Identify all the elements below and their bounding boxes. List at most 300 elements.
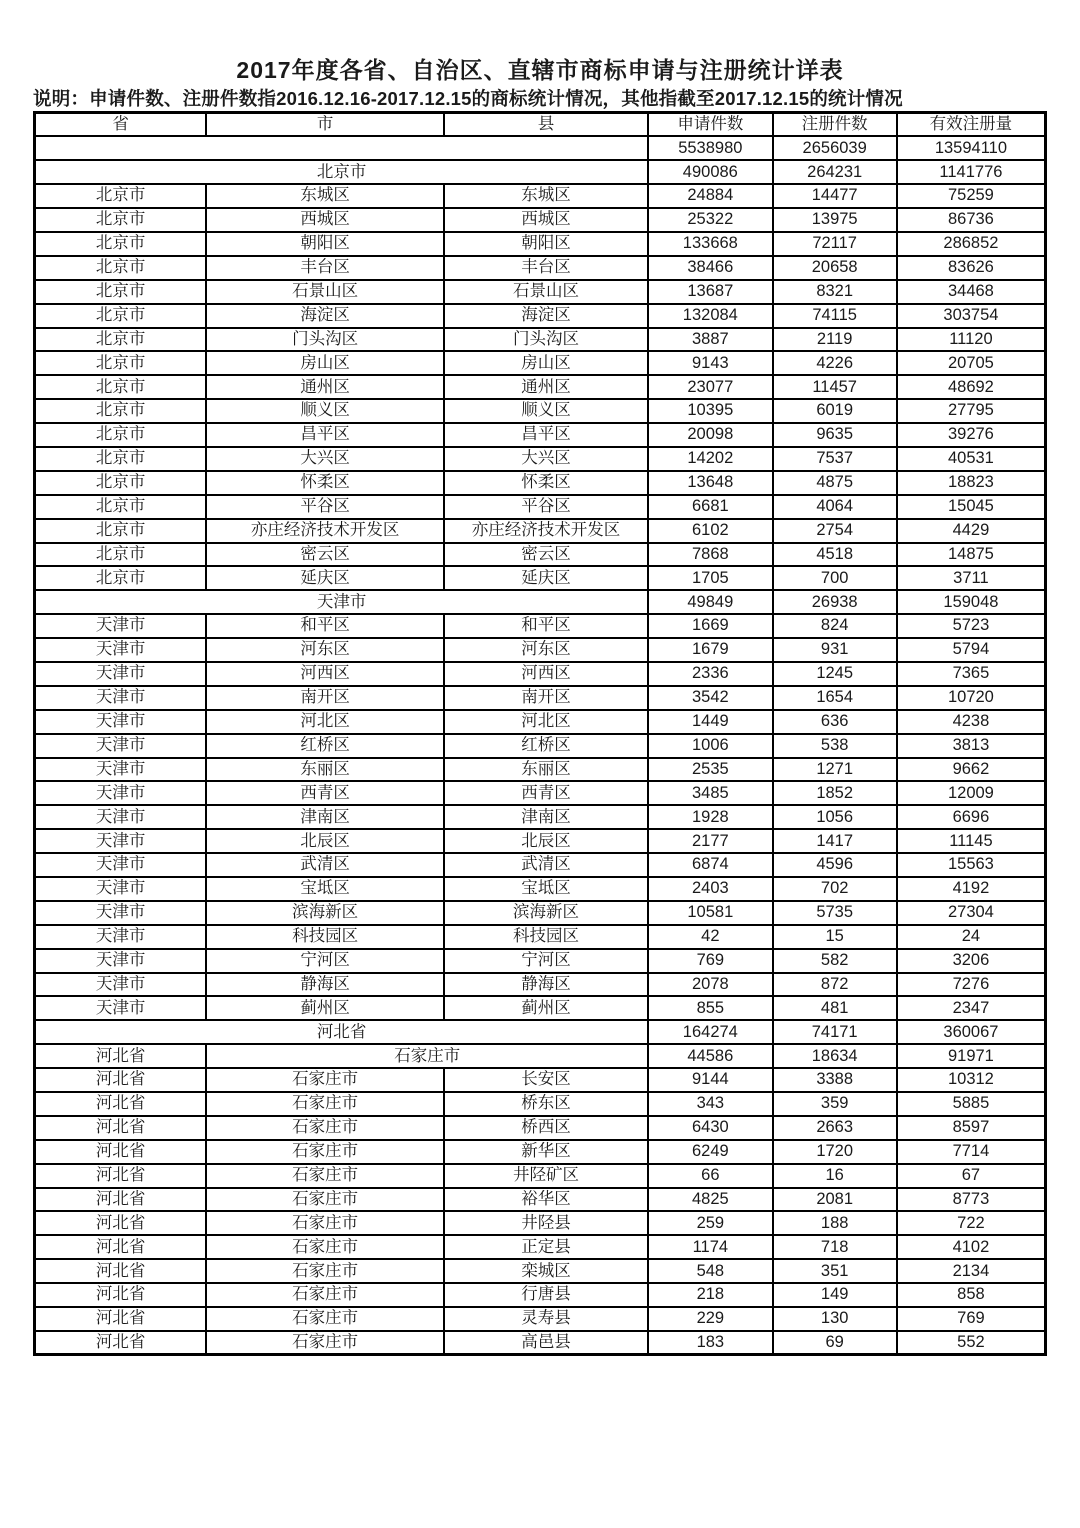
table-row	[35, 686, 1046, 710]
table-note: 说明：申请件数、注册件数指2016.12.16-2017.12.15的商标统计情况，其他指截至2017.12.15的统计情况	[33, 88, 903, 109]
cell-valid-registrations: 2134	[897, 1259, 1046, 1283]
cell-valid-registrations: 858	[897, 1283, 1046, 1307]
cell-city: 密云区	[206, 543, 444, 567]
cell-city-merged: 石家庄市	[206, 1044, 648, 1068]
cell-valid-registrations: 4429	[897, 519, 1046, 543]
cell-county: 正定县	[444, 1235, 648, 1259]
cell-city: 东城区	[206, 184, 444, 208]
table-row	[35, 996, 1046, 1020]
cell-province: 北京市	[35, 447, 207, 471]
cell-county: 长安区	[444, 1068, 648, 1092]
cell-province: 北京市	[35, 232, 207, 256]
cell-applications: 3485	[648, 781, 772, 805]
cell-registrations: 359	[773, 1092, 897, 1116]
cell-city: 丰台区	[206, 256, 444, 280]
cell-registrations: 4596	[773, 853, 897, 877]
cell-applications: 6681	[648, 495, 772, 519]
cell-city: 石家庄市	[206, 1331, 444, 1355]
table-row	[35, 495, 1046, 519]
cell-valid-registrations: 8597	[897, 1116, 1046, 1140]
cell-province: 河北省	[35, 1235, 207, 1259]
cell-valid-registrations: 286852	[897, 232, 1046, 256]
cell-registrations: 824	[773, 614, 897, 638]
cell-county: 平谷区	[444, 495, 648, 519]
table-row	[35, 973, 1046, 997]
cell-valid-registrations: 7714	[897, 1140, 1046, 1164]
cell-province: 北京市	[35, 256, 207, 280]
table-row	[35, 1211, 1046, 1235]
page-title: 2017年度各省、自治区、直辖市商标申请与注册统计详表	[236, 57, 844, 83]
cell-city: 石家庄市	[206, 1140, 444, 1164]
cell-valid-registrations: 6696	[897, 805, 1046, 829]
cell-county: 红桥区	[444, 734, 648, 758]
cell-province: 天津市	[35, 710, 207, 734]
table-row	[35, 1188, 1046, 1212]
cell-city: 津南区	[206, 805, 444, 829]
cell-province: 河北省	[35, 1164, 207, 1188]
cell-province: 北京市	[35, 495, 207, 519]
cell-province: 天津市	[35, 925, 207, 949]
cell-county: 蓟州区	[444, 996, 648, 1020]
cell-county: 西城区	[444, 208, 648, 232]
table-row	[35, 758, 1046, 782]
cell-valid-registrations: 27795	[897, 399, 1046, 423]
cell-applications: 6430	[648, 1116, 772, 1140]
table-row	[35, 710, 1046, 734]
cell-city: 科技园区	[206, 925, 444, 949]
table-row	[35, 519, 1046, 543]
cell-valid-registrations: 3711	[897, 566, 1046, 590]
cell-valid-registrations: 34468	[897, 280, 1046, 304]
cell-city: 滨海新区	[206, 901, 444, 925]
cell-registrations: 74171	[773, 1020, 897, 1044]
cell-applications: 133668	[648, 232, 772, 256]
cell-registrations: 5735	[773, 901, 897, 925]
cell-valid-registrations: 722	[897, 1211, 1046, 1235]
cell-province: 河北省	[35, 1140, 207, 1164]
cell-county: 滨海新区	[444, 901, 648, 925]
cell-county: 大兴区	[444, 447, 648, 471]
cell-applications: 23077	[648, 375, 772, 399]
cell-registrations: 2656039	[773, 136, 897, 160]
table-row	[35, 1020, 1046, 1044]
cell-county: 宁河区	[444, 949, 648, 973]
cell-province: 北京市	[35, 375, 207, 399]
table-row	[35, 877, 1046, 901]
cell-province: 天津市	[35, 853, 207, 877]
cell-county: 昌平区	[444, 423, 648, 447]
cell-applications: 38466	[648, 256, 772, 280]
cell-city: 延庆区	[206, 566, 444, 590]
cell-applications: 218	[648, 1283, 772, 1307]
cell-region-merged: 北京市	[35, 160, 649, 184]
cell-city: 大兴区	[206, 447, 444, 471]
cell-valid-registrations: 3206	[897, 949, 1046, 973]
cell-province: 河北省	[35, 1092, 207, 1116]
cell-valid-registrations: 5885	[897, 1092, 1046, 1116]
cell-valid-registrations: 11145	[897, 829, 1046, 853]
cell-applications: 24884	[648, 184, 772, 208]
table-row	[35, 328, 1046, 352]
cell-city: 昌平区	[206, 423, 444, 447]
table-row	[35, 638, 1046, 662]
cell-registrations: 702	[773, 877, 897, 901]
header-province: 省	[35, 113, 207, 137]
cell-applications: 1928	[648, 805, 772, 829]
cell-city: 静海区	[206, 973, 444, 997]
cell-city: 北辰区	[206, 829, 444, 853]
cell-registrations: 264231	[773, 160, 897, 184]
cell-county: 丰台区	[444, 256, 648, 280]
table-row	[35, 1164, 1046, 1188]
cell-applications: 490086	[648, 160, 772, 184]
header-city: 市	[206, 113, 444, 137]
cell-valid-registrations: 18823	[897, 471, 1046, 495]
cell-city: 怀柔区	[206, 471, 444, 495]
cell-county: 延庆区	[444, 566, 648, 590]
cell-city: 河西区	[206, 662, 444, 686]
table-row	[35, 160, 1046, 184]
cell-city: 西青区	[206, 781, 444, 805]
cell-valid-registrations: 10720	[897, 686, 1046, 710]
cell-registrations: 1271	[773, 758, 897, 782]
cell-valid-registrations: 552	[897, 1331, 1046, 1355]
cell-province: 北京市	[35, 519, 207, 543]
cell-valid-registrations: 15045	[897, 495, 1046, 519]
cell-valid-registrations: 159048	[897, 590, 1046, 614]
table-row	[35, 1331, 1046, 1355]
table-row	[35, 447, 1046, 471]
cell-registrations: 582	[773, 949, 897, 973]
cell-county: 静海区	[444, 973, 648, 997]
cell-registrations: 2119	[773, 328, 897, 352]
cell-registrations: 9635	[773, 423, 897, 447]
cell-applications: 769	[648, 949, 772, 973]
cell-city: 门头沟区	[206, 328, 444, 352]
table-row	[35, 1044, 1046, 1068]
cell-city: 亦庄经济技术开发区	[206, 519, 444, 543]
table-body	[35, 136, 1046, 1354]
table-row	[35, 1092, 1046, 1116]
cell-province: 北京市	[35, 423, 207, 447]
cell-province: 北京市	[35, 543, 207, 567]
cell-county: 河东区	[444, 638, 648, 662]
cell-province: 河北省	[35, 1116, 207, 1140]
cell-county: 桥西区	[444, 1116, 648, 1140]
cell-county: 河北区	[444, 710, 648, 734]
cell-county: 海淀区	[444, 304, 648, 328]
cell-registrations: 72117	[773, 232, 897, 256]
cell-registrations: 11457	[773, 375, 897, 399]
table-row	[35, 949, 1046, 973]
cell-registrations: 69	[773, 1331, 897, 1355]
cell-registrations: 1417	[773, 829, 897, 853]
cell-province: 天津市	[35, 901, 207, 925]
cell-valid-registrations: 7276	[897, 973, 1046, 997]
cell-valid-registrations: 5723	[897, 614, 1046, 638]
cell-registrations: 8321	[773, 280, 897, 304]
cell-registrations: 1720	[773, 1140, 897, 1164]
cell-county: 西青区	[444, 781, 648, 805]
cell-registrations: 130	[773, 1307, 897, 1331]
table-row	[35, 590, 1046, 614]
cell-province: 北京市	[35, 184, 207, 208]
cell-county: 井陉矿区	[444, 1164, 648, 1188]
cell-applications: 2336	[648, 662, 772, 686]
table-row	[35, 781, 1046, 805]
cell-valid-registrations: 20705	[897, 351, 1046, 375]
cell-province: 天津市	[35, 973, 207, 997]
table-row	[35, 1307, 1046, 1331]
cell-city: 石景山区	[206, 280, 444, 304]
table-row	[35, 232, 1046, 256]
cell-region-merged: 天津市	[35, 590, 649, 614]
cell-applications: 132084	[648, 304, 772, 328]
cell-city: 石家庄市	[206, 1307, 444, 1331]
cell-valid-registrations: 48692	[897, 375, 1046, 399]
cell-applications: 1449	[648, 710, 772, 734]
cell-valid-registrations: 8773	[897, 1188, 1046, 1212]
cell-county: 房山区	[444, 351, 648, 375]
cell-registrations: 4875	[773, 471, 897, 495]
cell-valid-registrations: 4238	[897, 710, 1046, 734]
cell-applications: 2177	[648, 829, 772, 853]
cell-county: 科技园区	[444, 925, 648, 949]
cell-valid-registrations: 14875	[897, 543, 1046, 567]
cell-city: 蓟州区	[206, 996, 444, 1020]
cell-applications: 20098	[648, 423, 772, 447]
cell-applications: 3887	[648, 328, 772, 352]
cell-valid-registrations: 12009	[897, 781, 1046, 805]
cell-valid-registrations: 769	[897, 1307, 1046, 1331]
cell-applications: 1006	[648, 734, 772, 758]
cell-county: 密云区	[444, 543, 648, 567]
cell-city: 房山区	[206, 351, 444, 375]
cell-province: 天津市	[35, 686, 207, 710]
cell-province: 天津市	[35, 949, 207, 973]
cell-applications: 3542	[648, 686, 772, 710]
cell-registrations: 4518	[773, 543, 897, 567]
cell-county: 栾城区	[444, 1259, 648, 1283]
header-valid-registrations: 有效注册量	[897, 113, 1046, 137]
cell-province: 天津市	[35, 758, 207, 782]
cell-applications: 5538980	[648, 136, 772, 160]
cell-valid-registrations: 83626	[897, 256, 1046, 280]
cell-county: 通州区	[444, 375, 648, 399]
cell-province: 河北省	[35, 1211, 207, 1235]
cell-county: 门头沟区	[444, 328, 648, 352]
table-row	[35, 614, 1046, 638]
cell-valid-registrations: 40531	[897, 447, 1046, 471]
cell-valid-registrations: 7365	[897, 662, 1046, 686]
cell-applications: 1679	[648, 638, 772, 662]
cell-applications: 4825	[648, 1188, 772, 1212]
cell-province: 天津市	[35, 662, 207, 686]
cell-registrations: 74115	[773, 304, 897, 328]
cell-applications: 164274	[648, 1020, 772, 1044]
cell-county: 顺义区	[444, 399, 648, 423]
cell-registrations: 15	[773, 925, 897, 949]
cell-registrations: 2081	[773, 1188, 897, 1212]
cell-applications: 7868	[648, 543, 772, 567]
cell-valid-registrations: 4102	[897, 1235, 1046, 1259]
cell-registrations: 481	[773, 996, 897, 1020]
cell-registrations: 2754	[773, 519, 897, 543]
cell-county: 亦庄经济技术开发区	[444, 519, 648, 543]
cell-county: 武清区	[444, 853, 648, 877]
cell-applications: 259	[648, 1211, 772, 1235]
cell-province: 北京市	[35, 280, 207, 304]
cell-registrations: 1852	[773, 781, 897, 805]
cell-city: 朝阳区	[206, 232, 444, 256]
table-row	[35, 829, 1046, 853]
cell-province: 北京市	[35, 304, 207, 328]
cell-registrations: 14477	[773, 184, 897, 208]
table-row	[35, 1235, 1046, 1259]
table-row	[35, 662, 1046, 686]
table-row	[35, 1140, 1046, 1164]
cell-applications: 1174	[648, 1235, 772, 1259]
cell-applications: 6102	[648, 519, 772, 543]
cell-valid-registrations: 24	[897, 925, 1046, 949]
table-row	[35, 925, 1046, 949]
cell-province: 天津市	[35, 781, 207, 805]
cell-province: 北京市	[35, 399, 207, 423]
cell-county: 井陉县	[444, 1211, 648, 1235]
cell-city: 西城区	[206, 208, 444, 232]
table-row	[35, 1116, 1046, 1140]
cell-registrations: 636	[773, 710, 897, 734]
cell-registrations: 4064	[773, 495, 897, 519]
cell-province: 北京市	[35, 566, 207, 590]
cell-registrations: 188	[773, 1211, 897, 1235]
cell-valid-registrations: 9662	[897, 758, 1046, 782]
cell-applications: 25322	[648, 208, 772, 232]
cell-registrations: 6019	[773, 399, 897, 423]
cell-valid-registrations: 15563	[897, 853, 1046, 877]
table-header-row	[35, 113, 1046, 137]
cell-city: 石家庄市	[206, 1116, 444, 1140]
cell-valid-registrations: 303754	[897, 304, 1046, 328]
cell-city: 河东区	[206, 638, 444, 662]
cell-city: 石家庄市	[206, 1068, 444, 1092]
table-row	[35, 351, 1046, 375]
cell-county: 朝阳区	[444, 232, 648, 256]
cell-applications: 10395	[648, 399, 772, 423]
cell-province: 河北省	[35, 1259, 207, 1283]
cell-province: 河北省	[35, 1044, 207, 1068]
table-row	[35, 423, 1046, 447]
cell-applications: 183	[648, 1331, 772, 1355]
cell-valid-registrations: 75259	[897, 184, 1046, 208]
table-row	[35, 304, 1046, 328]
cell-city: 平谷区	[206, 495, 444, 519]
cell-province: 天津市	[35, 614, 207, 638]
cell-applications: 13648	[648, 471, 772, 495]
cell-province: 北京市	[35, 208, 207, 232]
cell-county: 行唐县	[444, 1283, 648, 1307]
header-applications: 申请件数	[648, 113, 772, 137]
cell-province: 天津市	[35, 877, 207, 901]
cell-valid-registrations: 39276	[897, 423, 1046, 447]
cell-valid-registrations: 3813	[897, 734, 1046, 758]
table-row	[35, 734, 1046, 758]
trademark-stats-table	[33, 111, 1047, 1356]
cell-applications: 49849	[648, 590, 772, 614]
cell-valid-registrations: 360067	[897, 1020, 1046, 1044]
cell-county: 新华区	[444, 1140, 648, 1164]
cell-applications: 2078	[648, 973, 772, 997]
cell-registrations: 538	[773, 734, 897, 758]
cell-applications: 6249	[648, 1140, 772, 1164]
cell-province: 北京市	[35, 471, 207, 495]
cell-registrations: 1654	[773, 686, 897, 710]
table-row	[35, 136, 1046, 160]
table-row	[35, 1068, 1046, 1092]
cell-applications: 13687	[648, 280, 772, 304]
cell-county: 裕华区	[444, 1188, 648, 1212]
cell-registrations: 931	[773, 638, 897, 662]
cell-applications: 9143	[648, 351, 772, 375]
header-county: 县	[444, 113, 648, 137]
cell-applications: 343	[648, 1092, 772, 1116]
cell-province: 天津市	[35, 996, 207, 1020]
table-row	[35, 1283, 1046, 1307]
cell-registrations: 718	[773, 1235, 897, 1259]
cell-city: 石家庄市	[206, 1235, 444, 1259]
table-row	[35, 853, 1046, 877]
cell-registrations: 4226	[773, 351, 897, 375]
cell-applications: 855	[648, 996, 772, 1020]
table-row	[35, 471, 1046, 495]
cell-registrations: 18634	[773, 1044, 897, 1068]
cell-county: 桥东区	[444, 1092, 648, 1116]
cell-applications: 548	[648, 1259, 772, 1283]
cell-city: 石家庄市	[206, 1092, 444, 1116]
cell-city: 石家庄市	[206, 1188, 444, 1212]
cell-city: 南开区	[206, 686, 444, 710]
table-row	[35, 208, 1046, 232]
cell-registrations: 149	[773, 1283, 897, 1307]
cell-valid-registrations: 5794	[897, 638, 1046, 662]
cell-registrations: 20658	[773, 256, 897, 280]
cell-registrations: 13975	[773, 208, 897, 232]
cell-county: 高邑县	[444, 1331, 648, 1355]
cell-county: 南开区	[444, 686, 648, 710]
cell-applications: 2535	[648, 758, 772, 782]
cell-province: 河北省	[35, 1331, 207, 1355]
cell-province: 天津市	[35, 638, 207, 662]
cell-valid-registrations: 1141776	[897, 160, 1046, 184]
cell-applications: 6874	[648, 853, 772, 877]
cell-county: 北辰区	[444, 829, 648, 853]
cell-registrations: 872	[773, 973, 897, 997]
table-row	[35, 805, 1046, 829]
cell-registrations: 700	[773, 566, 897, 590]
cell-county: 宝坻区	[444, 877, 648, 901]
cell-registrations: 1056	[773, 805, 897, 829]
cell-city: 石家庄市	[206, 1259, 444, 1283]
cell-province: 北京市	[35, 328, 207, 352]
cell-city: 红桥区	[206, 734, 444, 758]
cell-province: 天津市	[35, 829, 207, 853]
cell-city: 石家庄市	[206, 1283, 444, 1307]
cell-county: 石景山区	[444, 280, 648, 304]
cell-applications: 14202	[648, 447, 772, 471]
table-row	[35, 1259, 1046, 1283]
table-row	[35, 399, 1046, 423]
table-row	[35, 184, 1046, 208]
